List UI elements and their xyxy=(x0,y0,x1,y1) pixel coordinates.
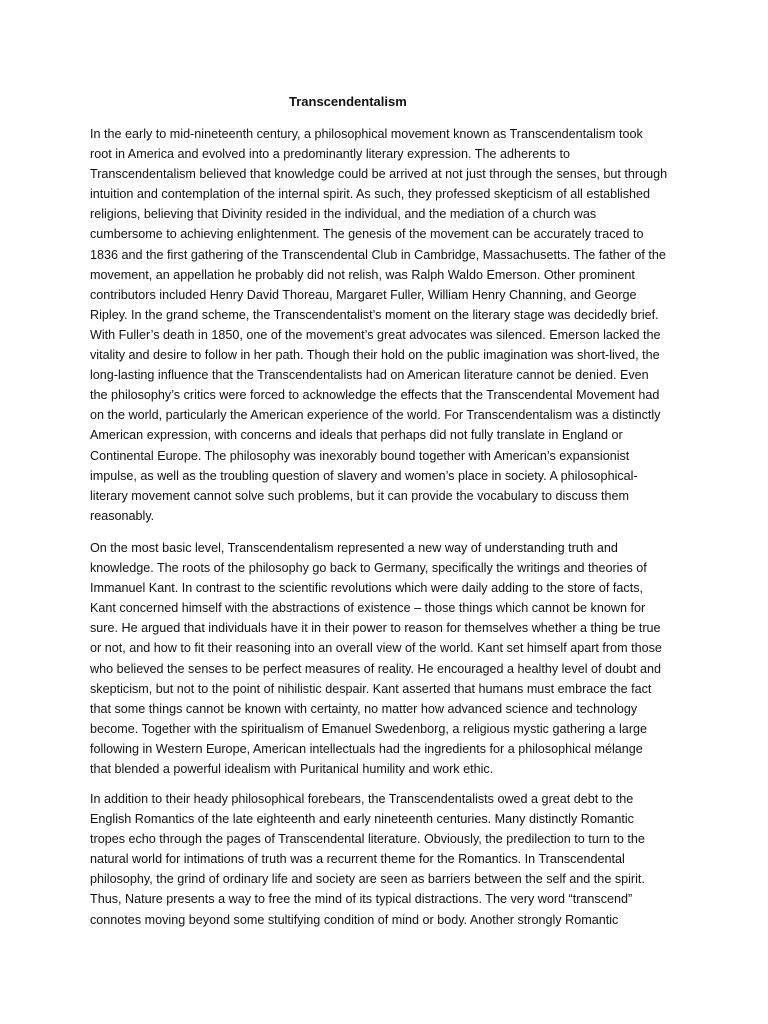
text-line: natural world for intimations of truth was a recurrent theme for the Romantics. In Transcendental xyxy=(90,852,625,867)
text-line: reasonably. xyxy=(90,508,155,523)
text-line: religions, believing that Divinity resided in the individual, and the mediation of a church was xyxy=(90,207,597,222)
document-title: Transcendentalism xyxy=(289,94,407,109)
text-line: knowledge. The roots of the philosophy go back to Germany, specifically the writings and theories of xyxy=(90,561,647,576)
text-line: Immanuel Kant. In contrast to the scientific revolutions which were daily adding to the store of facts, xyxy=(90,581,644,596)
text-line: cumbersome to achieving enlightenment. The genesis of the movement can be accurately traced to xyxy=(90,227,644,242)
text-line: On the most basic level, Transcendentalism represented a new way of understanding truth and xyxy=(90,541,618,555)
text-line: In the early to mid-nineteenth century, a philosophical movement known as Transcendentalism took xyxy=(90,127,643,141)
text-line: Transcendentalism believed that knowledge could be arrived at not just through the senses, but through xyxy=(90,167,668,182)
text-line: Continental Europe. The philosophy was inexorably bound together with American’s expansionist xyxy=(90,448,630,463)
text-line: Thus, Nature presents a way to free the mind of its typical distractions. The very word “transcend” xyxy=(90,892,633,907)
text-line: vitality and desire to follow in her path. Though their hold on the public imagination was short-lived, the xyxy=(90,348,660,363)
text-line: American expression, with concerns and ideals that perhaps did not fully translate in England or xyxy=(90,428,623,443)
text-line: contributors included Henry David Thoreau, Margaret Fuller, William Henry Channing, and George xyxy=(90,287,637,302)
text-line: who believed the senses to be perfect measures of reality. He encouraged a healthy level of doubt and xyxy=(90,661,662,676)
text-line: the philosophy’s critics were forced to acknowledge the effects that the Transcendental Movement had xyxy=(90,388,660,403)
paragraph-1 xyxy=(90,124,690,526)
text-line: skepticism, but not to the point of nihilistic despair. Kant asserted that humans must embrace the fact xyxy=(90,681,652,696)
text-line: connotes moving beyond some stultifying condition of mind or body. Another strongly Romantic xyxy=(90,912,619,927)
text-line: that blended a powerful idealism with Puritanical humility and work ethic. xyxy=(90,762,494,777)
text-line: following in Western Europe, American intellectuals had the ingredients for a philosophical mélange xyxy=(90,741,643,756)
text-line: Kant concerned himself with the abstractions of existence – those things which cannot be known for xyxy=(90,601,646,616)
text-line: With Fuller’s death in 1850, one of the movement’s great advocates was silenced. Emerson lacked the xyxy=(90,327,661,342)
paragraph-2 xyxy=(90,538,690,779)
text-line: that some things cannot be known with certainty, no matter how advanced science and technology xyxy=(90,701,638,716)
text-line: literary movement cannot solve such problems, but it can provide the vocabulary to discuss them xyxy=(90,488,629,503)
text-line: impulse, as well as the troubling question of slavery and women’s place in society. A philosophical- xyxy=(90,468,638,483)
text-line: philosophy, the grind of ordinary life and society are seen as barriers between the self and the spirit. xyxy=(90,872,645,887)
text-line: long-lasting influence that the Transcendentalists had on American literature cannot be denied. Even xyxy=(90,368,649,383)
text-line: intuition and contemplation of the internal spirit. As such, they professed skepticism of all established xyxy=(90,187,651,202)
paragraph-3 xyxy=(90,789,690,930)
text-line: tropes echo through the pages of Transcendental literature. Obviously, the predilection to turn to the xyxy=(90,832,645,847)
text-line: or not, and how to fit their reasoning into an overall view of the world. Kant set himself apart from those xyxy=(90,641,662,656)
text-line: movement, an appellation he probably did not relish, was Ralph Waldo Emerson. Other prominent xyxy=(90,267,635,282)
text-line: become. Together with the spiritualism of Emanuel Swedenborg, a religious mystic gathering a large xyxy=(90,721,647,736)
text-line: In addition to their heady philosophical forebears, the Transcendentalists owed a great debt to the xyxy=(90,792,634,806)
text-line: on the world, particularly the American experience of the world. For Transcendentalism was a distinctly xyxy=(90,408,661,423)
text-line: English Romantics of the late eighteenth and early nineteenth centuries. Many distinctly Romantic xyxy=(90,812,634,827)
text-line: Ripley. In the grand scheme, the Transcendentalist’s moment on the literary stage was decidedly brief. xyxy=(90,307,659,322)
text-line: sure. He argued that individuals have it in their power to reason for themselves whether a thing be true xyxy=(90,621,661,636)
text-line: 1836 and the first gathering of the Transcendental Club in Cambridge, Massachusetts. The father of the xyxy=(90,247,666,262)
text-line: root in America and evolved into a predominantly literary expression. The adherents to xyxy=(90,147,570,162)
